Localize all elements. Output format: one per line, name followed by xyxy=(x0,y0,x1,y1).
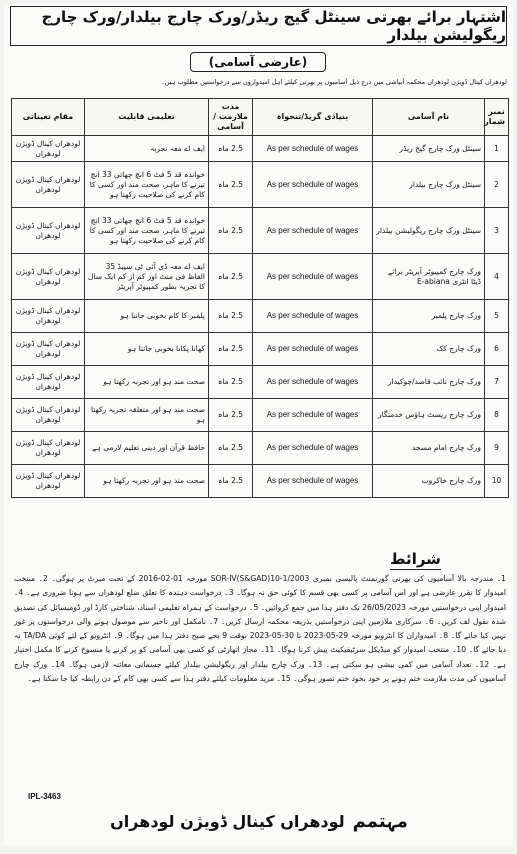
duration-cell: 2.5 ماہ xyxy=(209,162,253,208)
station-cell: لودھراں کینال ڈویژن لودھراں xyxy=(12,254,85,300)
wages-cell: As per schedule of wages xyxy=(253,254,373,300)
wages-cell: As per schedule of wages xyxy=(253,399,373,432)
serial-cell: 8 xyxy=(485,399,509,432)
qualification-cell: صحت مند ہو اور تجربہ رکھتا ہو xyxy=(85,366,209,399)
duration-cell: 2.5 ماہ xyxy=(209,208,253,254)
table-header-row xyxy=(12,99,509,136)
qualification-cell: ایف اے معہ ڈی آئی ٹی سپیڈ 35 الفاظ فی منٹ اور کم از کم ایک سال کا تجربہ بطور کمپیوٹر آپریٹر xyxy=(85,254,209,300)
station-cell: لودھراں کینال ڈویژن لودھراں xyxy=(12,300,85,333)
intro-text: لودھراں کینال ڈویژن لودھراں محکمہ آبپاشی میں درج ذیل آسامیوں پر بھرتی کیلئے اہل امیدواروں سے درخواستیں مطلوب ہیں۔ xyxy=(160,78,507,86)
post-name-cell: سینٹل ورک چارج گیج ریڈر xyxy=(373,136,485,162)
table-row xyxy=(12,432,509,465)
wages-cell: As per schedule of wages xyxy=(253,136,373,162)
wages-cell: As per schedule of wages xyxy=(253,333,373,366)
post-name-cell: ورک چارج نائب قاصد/چوکیدار xyxy=(373,366,485,399)
table-row xyxy=(12,162,509,208)
footer-label: مہتمم xyxy=(352,810,408,832)
station-cell: لودھراں کینال ڈویژن لودھراں xyxy=(12,136,85,162)
header-station: مقام تعیناتی xyxy=(12,99,85,136)
table-row xyxy=(12,254,509,300)
qualification-cell: پلمبر کا کام بخوبی جانتا ہو xyxy=(85,300,209,333)
serial-cell: 4 xyxy=(485,254,509,300)
header-post-name: نام آسامی xyxy=(373,99,485,136)
serial-cell: 2 xyxy=(485,162,509,208)
wages-cell: As per schedule of wages xyxy=(253,465,373,498)
header-wages: بنیادی گریڈ/تنخواہ xyxy=(253,99,373,136)
duration-cell: 2.5 ماہ xyxy=(209,333,253,366)
serial-cell: 10 xyxy=(485,465,509,498)
serial-cell: 6 xyxy=(485,333,509,366)
duration-cell: 2.5 ماہ xyxy=(209,432,253,465)
table-row xyxy=(12,333,509,366)
station-cell: لودھراں کینال ڈویژن لودھراں xyxy=(12,465,85,498)
station-cell: لودھراں کینال ڈویژن لودھراں xyxy=(12,208,85,254)
header-duration: مدت ملازمت / آسامی xyxy=(209,99,253,136)
duration-cell: 2.5 ماہ xyxy=(209,399,253,432)
wages-cell: As per schedule of wages xyxy=(253,432,373,465)
qualification-cell: کھانا پکانا بخوبی جانتا ہو xyxy=(85,333,209,366)
conditions-text: 1۔ مندرجہ بالا آسامیوں کی بھرتی گورنمنٹ پالیسی نمبری SOR-IV(S&GAD)10-1/2003 مورخہ 01-02-2016 کے تحت میرٹ پر ہوگی۔ 2۔ منتخب امیدوار کا تقرر عارضی ہے اور اس آسامی پر کسی بھی قسم کا کوئی حق نہ ہوگا۔ 3۔ درخواست دہندہ کا تعلق ضلع لودھراں سے ہونا ضروری ہے۔ 4۔ امیدوار اپنی درخواستیں مورخہ 26/05/2023 تک دفتر ہذا میں جمع کروائیں۔ 5۔ درخواست کے ہمراہ تعلیمی اسناد، شناختی کارڈ اور ڈومیسائل کی تصدیق شدہ نقول لف کریں۔ 6۔ سرکاری ملازمین اپنی درخواستیں بذریعہ محکمہ ارسال کریں۔ 7۔ نامکمل اور تاخیر سے موصول ہونے والی درخواستوں پر غور نہیں کیا جائے گا۔ 8۔ امیدواران کا انٹرویو مورخہ 29-05-2023 تا 30-05-2023 بوقت 9 بجے صبح دفتر ہذا میں ہوگا۔ 9۔ انٹرویو کے لئے کوئی TA/DA نہ دیا جائے گا۔ 10۔ منتخب امیدوار کو میڈیکل سرٹیفیکیٹ پیش کرنا ہوگا۔ 11۔ مجاز اتھارٹی کو کسی بھی آسامی کو پر کرنے یا منسوخ کرنے کا مکمل اختیار ہے۔ 12۔ تعداد آسامی میں کمی بیشی ہو سکتی ہے۔ 13۔ ورک چارج بیلدار اور ریگولیشن بیلدار کیلئے جسمانی معائنہ لازمی ہوگا۔ 14۔ ورک چارج آسامیوں کی مدت ملازمت ختم ہونے پر خود بخود ختم تصور ہوگی۔ 15۔ مزید معلومات کیلئے دفتر ہذا سے کسی بھی کام کے دن رابطہ کیا جا سکتا ہے۔ xyxy=(14,574,506,684)
table-row xyxy=(12,208,509,254)
station-cell: لودھراں کینال ڈویژن لودھراں xyxy=(12,399,85,432)
duration-cell: 2.5 ماہ xyxy=(209,254,253,300)
temporary-post-label: (عارضی آسامی) xyxy=(190,52,326,72)
conditions-heading: شرائط xyxy=(390,550,441,568)
footer-signature xyxy=(74,804,444,838)
post-name-cell: ورک چارج کک xyxy=(373,333,485,366)
footer-office: لودھراں کینال ڈویژن لودھراں xyxy=(110,811,345,831)
wages-cell: As per schedule of wages xyxy=(253,300,373,333)
qualification-cell: خواندہ قد 5 فٹ 6 انچ چھاتی 33 انچ تیرنے کا ماہر، صحت مند اور کسی کا کام کرنے کی صلاحیت رکھتا ہو xyxy=(85,208,209,254)
serial-cell: 1 xyxy=(485,136,509,162)
qualification-cell: صحت مند ہو اور تجربہ رکھتا ہو xyxy=(85,465,209,498)
qualification-cell: حافظ قرآن اور دینی تعلیم لازمی ہے xyxy=(85,432,209,465)
station-cell: لودھراں کینال ڈویژن لودھراں xyxy=(12,366,85,399)
table-row xyxy=(12,465,509,498)
post-name-cell: ورک چارج ریسٹ ہاؤس خدمتگار xyxy=(373,399,485,432)
station-cell: لودھراں کینال ڈویژن لودھراں xyxy=(12,432,85,465)
duration-cell: 2.5 ماہ xyxy=(209,465,253,498)
qualification-cell: صحت مند ہو اور متعلقہ تجربہ رکھتا ہو xyxy=(85,399,209,432)
advertisement-page xyxy=(4,4,513,846)
wages-cell: As per schedule of wages xyxy=(253,208,373,254)
qualification-cell: خواندہ قد 5 فٹ 6 انچ چھاتی 33 انچ تیرنے کا ماہر، صحت مند اور کسی کا کام کرنے کی صلاحیت رکھتا ہو xyxy=(85,162,209,208)
wages-cell: As per schedule of wages xyxy=(253,162,373,208)
posts-table xyxy=(11,98,509,498)
station-cell: لودھراں کینال ڈویژن لودھراں xyxy=(12,333,85,366)
post-name-cell: سینٹل ورک چارج ریگولیشن بیلدار xyxy=(373,208,485,254)
duration-cell: 2.5 ماہ xyxy=(209,300,253,333)
serial-cell: 7 xyxy=(485,366,509,399)
post-name-cell: ورک چارج خاکروب xyxy=(373,465,485,498)
post-name-cell: ورک چارج امام مسجد xyxy=(373,432,485,465)
header-serial: نمبر شمار xyxy=(485,99,509,136)
duration-cell: 2.5 ماہ xyxy=(209,366,253,399)
table-row xyxy=(12,136,509,162)
table-row xyxy=(12,399,509,432)
duration-cell: 2.5 ماہ xyxy=(209,136,253,162)
advertisement-title: اشتہار برائے بھرتی سینٹل گیج ریڈر/ورک چارج بیلدار/ورک چارج ریگولیشن بیلدار xyxy=(10,6,507,46)
serial-cell: 5 xyxy=(485,300,509,333)
qualification-cell: ایف اے معہ تجربہ xyxy=(85,136,209,162)
serial-cell: 9 xyxy=(485,432,509,465)
station-cell: لودھراں کینال ڈویژن لودھراں xyxy=(12,162,85,208)
table-row xyxy=(12,366,509,399)
serial-cell: 3 xyxy=(485,208,509,254)
post-name-cell: سینٹل ورک چارج بیلدار xyxy=(373,162,485,208)
table-row xyxy=(12,300,509,333)
ipl-number: IPL-3463 xyxy=(28,792,61,801)
wages-cell: As per schedule of wages xyxy=(253,366,373,399)
header-qualification: تعلیمی قابلیت xyxy=(85,99,209,136)
post-name-cell: ورک چارج پلمبر xyxy=(373,300,485,333)
post-name-cell: ورک چارج کمپیوٹر آپریٹر برائے ڈیٹا انٹری E-abiana xyxy=(373,254,485,300)
